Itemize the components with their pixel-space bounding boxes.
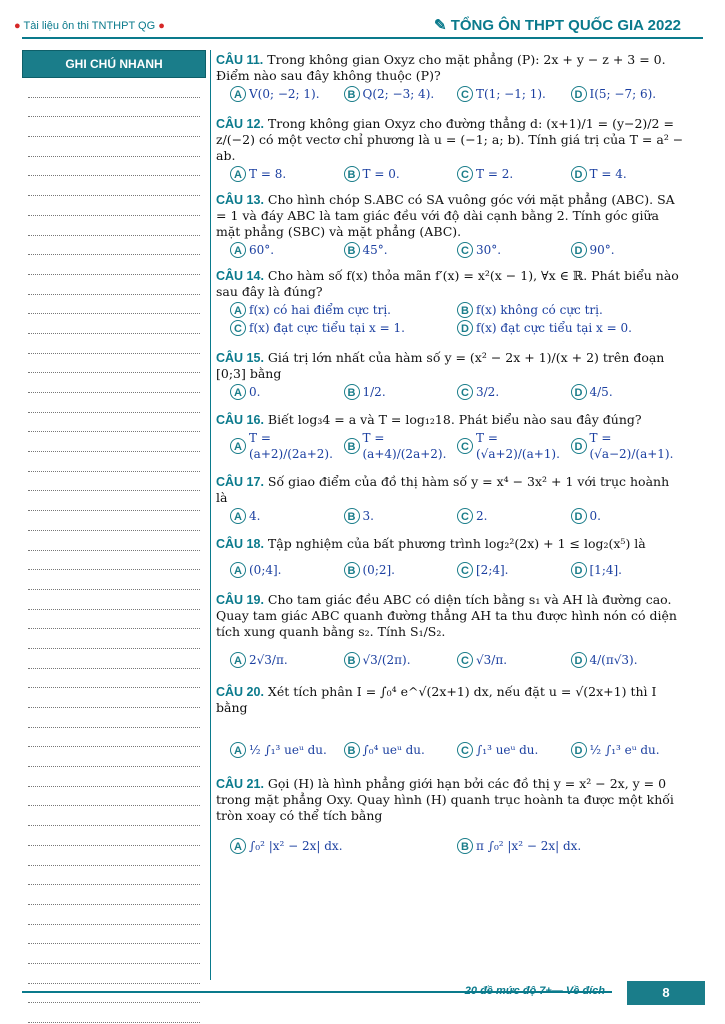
label-b-icon: B — [344, 86, 360, 102]
label-c-icon: C — [457, 166, 473, 182]
note-line — [28, 157, 200, 177]
label-a-icon: A — [230, 242, 246, 258]
label-b-icon: B — [344, 742, 360, 758]
question-text: Số giao điểm của đồ thị hàm số y = x⁴ − 3x² + 1 với trục hoành là — [216, 474, 670, 505]
page-number: 8 — [627, 981, 705, 1005]
option-b[interactable]: B T = 0. — [344, 166, 458, 182]
options — [230, 242, 684, 258]
label-d-icon: D — [457, 320, 473, 336]
question-text: Gọi (H) là hình phẳng giới hạn bởi các đồ thị y = x² − 2x, y = 0 trong mặt phẳng Oxy. Quay hình (H) quanh trục hoành ta được một khối tròn xoay có thể tích bằng — [216, 776, 674, 823]
option-a[interactable]: A 60°. — [230, 242, 344, 258]
question-12 — [216, 116, 684, 182]
question-15 — [216, 350, 684, 400]
option-a[interactable]: A 2√3/π. — [230, 652, 344, 668]
label-b-icon: B — [344, 652, 360, 668]
label-c-icon: C — [457, 384, 473, 400]
option-d[interactable]: D [1;4]. — [571, 562, 685, 578]
question-18 — [216, 536, 684, 578]
label-c-icon: C — [230, 320, 246, 336]
options — [230, 302, 684, 338]
note-line — [28, 925, 200, 945]
note-line — [28, 728, 200, 748]
option-a[interactable]: A ½ ∫₁³ ueᵘ du. — [230, 742, 344, 758]
options — [230, 166, 684, 182]
question-text: Cho hình chóp S.ABC có SA vuông góc với mặt phẳng (ABC). SA = 1 và đáy ABC là tam giác đều với độ dài cạnh bằng 2. Tính góc giữa mặt phẳng (SBC) và mặt phẳng (ABC). — [216, 192, 675, 239]
label-d-icon: D — [571, 86, 587, 102]
note-line — [28, 610, 200, 630]
sidebar-title: GHI CHÚ NHANH — [22, 50, 206, 78]
option-d[interactable]: D 4/5. — [571, 384, 685, 400]
note-line — [28, 669, 200, 689]
question-number: CÂU 11. — [216, 53, 264, 67]
label-c-icon: C — [457, 652, 473, 668]
option-d[interactable]: D I(5; −7; 6). — [571, 86, 685, 102]
note-line — [28, 787, 200, 807]
note-line — [28, 393, 200, 413]
question-number: CÂU 12. — [216, 117, 264, 131]
note-line — [28, 137, 200, 157]
option-c[interactable]: C T = 2. — [457, 166, 571, 182]
header-right — [434, 16, 681, 34]
footer-text: 20 đề mức độ 7+— Về đích — [464, 985, 605, 997]
note-line — [28, 590, 200, 610]
question-text: Trong không gian Oxyz cho mặt phẳng (P): 2x + y − z + 3 = 0. Điểm nào sau đây không thuộc (P)? — [216, 52, 666, 83]
note-line — [28, 905, 200, 925]
question-21 — [216, 776, 684, 856]
options — [230, 652, 684, 668]
note-line — [28, 216, 200, 236]
label-a-icon: A — [230, 652, 246, 668]
label-d-icon: D — [571, 242, 587, 258]
question-11 — [216, 52, 684, 102]
note-line — [28, 531, 200, 551]
note-line — [28, 866, 200, 886]
label-d-icon: D — [571, 652, 587, 668]
header-left — [14, 20, 165, 32]
label-a-icon: A — [230, 838, 246, 854]
note-line — [28, 452, 200, 472]
label-b-icon: B — [344, 166, 360, 182]
options — [230, 384, 684, 400]
option-b[interactable]: B (0;2]. — [344, 562, 458, 578]
note-line — [28, 117, 200, 137]
option-d[interactable]: D 0. — [571, 508, 685, 524]
option-c[interactable]: C [2;4]. — [457, 562, 571, 578]
label-a-icon: A — [230, 86, 246, 102]
option-c[interactable]: C T = (√a+2)/(a+1). — [457, 430, 571, 462]
option-b[interactable]: B 45°. — [344, 242, 458, 258]
note-line — [28, 373, 200, 393]
column-divider — [210, 50, 211, 980]
option-d[interactable]: D T = 4. — [571, 166, 685, 182]
option-c[interactable]: C 2. — [457, 508, 571, 524]
option-b[interactable]: B ∫₀⁴ ueᵘ du. — [344, 742, 458, 758]
note-line — [28, 176, 200, 196]
option-a[interactable]: A T = 8. — [230, 166, 344, 182]
label-a-icon: A — [230, 508, 246, 524]
option-c[interactable]: C T(1; −1; 1). — [457, 86, 571, 102]
label-b-icon: B — [344, 242, 360, 258]
note-line — [28, 78, 200, 98]
option-b[interactable]: B f(x) không có cực trị. — [457, 302, 684, 318]
note-line — [28, 413, 200, 433]
question-number: CÂU 18. — [216, 537, 264, 551]
note-line — [28, 196, 200, 216]
label-b-icon: B — [344, 562, 360, 578]
label-b-icon: B — [344, 384, 360, 400]
pencil-icon: ✎ — [433, 17, 447, 34]
note-line — [28, 551, 200, 571]
note-line — [28, 295, 200, 315]
note-line — [28, 944, 200, 964]
header-divider — [22, 37, 703, 39]
label-d-icon: D — [571, 562, 587, 578]
label-a-icon: A — [230, 166, 246, 182]
option-c[interactable]: C √3/π. — [457, 652, 571, 668]
question-19 — [216, 592, 684, 668]
label-a-icon: A — [230, 384, 246, 400]
label-a-icon: A — [230, 438, 246, 454]
option-b[interactable]: B √3/(2π). — [344, 652, 458, 668]
label-d-icon: D — [571, 742, 587, 758]
question-text: Giá trị lớn nhất của hàm số y = (x² − 2x + 1)/(x + 2) trên đoạn [0;3] bằng — [216, 350, 665, 381]
note-line — [28, 472, 200, 492]
question-number: CÂU 14. — [216, 269, 264, 283]
note-line — [28, 767, 200, 787]
note-line — [28, 708, 200, 728]
label-c-icon: C — [457, 742, 473, 758]
option-d[interactable]: D 4/(π√3). — [571, 652, 685, 668]
note-line — [28, 432, 200, 452]
note-line — [28, 885, 200, 905]
question-number: CÂU 16. — [216, 413, 264, 427]
question-number: CÂU 20. — [216, 685, 264, 699]
note-line — [28, 964, 200, 984]
option-b[interactable]: B 3. — [344, 508, 458, 524]
label-d-icon: D — [571, 166, 587, 182]
options — [230, 562, 684, 578]
header-title: TỔNG ÔN THPT QUỐC GIA 2022 — [450, 17, 681, 34]
option-a[interactable]: A V(0; −2; 1). — [230, 86, 344, 102]
note-line — [28, 826, 200, 846]
option-b[interactable]: B π ∫₀² |x² − 2x| dx. — [457, 838, 684, 854]
question-17 — [216, 474, 684, 524]
option-b[interactable]: B Q(2; −3; 4). — [344, 86, 458, 102]
label-a-icon: A — [230, 742, 246, 758]
option-d[interactable]: D 90°. — [571, 242, 685, 258]
label-d-icon: D — [571, 438, 587, 454]
question-number: CÂU 17. — [216, 475, 264, 489]
options — [230, 86, 684, 102]
option-d[interactable]: D f(x) đạt cực tiểu tại x = 0. — [457, 320, 684, 336]
note-line — [28, 747, 200, 767]
note-line — [28, 511, 200, 531]
location-pin-icon: ● — [14, 20, 21, 32]
note-lines — [22, 78, 206, 1023]
label-c-icon: C — [457, 562, 473, 578]
note-line — [28, 255, 200, 275]
label-c-icon: C — [457, 242, 473, 258]
option-a[interactable]: A T = (a+2)/(2a+2). — [230, 430, 344, 462]
question-number: CÂU 21. — [216, 777, 264, 791]
label-c-icon: C — [457, 508, 473, 524]
options — [230, 838, 684, 856]
note-line — [28, 354, 200, 374]
question-list — [216, 52, 684, 856]
option-b[interactable]: B 1/2. — [344, 384, 458, 400]
label-c-icon: C — [457, 86, 473, 102]
question-text: Trong không gian Oxyz cho đường thẳng d: (x+1)/1 = (y−2)/2 = z/(−2) có một vectơ chỉ phương là u = (−1; a; b). Tính giá trị của T = a² − ab. — [216, 116, 684, 163]
note-line — [28, 1003, 200, 1023]
question-13 — [216, 192, 684, 258]
option-d[interactable]: D T = (√a−2)/(a+1). — [571, 430, 685, 462]
note-line — [28, 275, 200, 295]
note-line — [28, 846, 200, 866]
note-line — [28, 98, 200, 118]
options — [230, 508, 684, 524]
option-d[interactable]: D ½ ∫₁³ eᵘ du. — [571, 742, 685, 758]
option-c[interactable]: C 30°. — [457, 242, 571, 258]
question-14 — [216, 268, 684, 338]
notes-sidebar — [22, 50, 206, 1023]
note-line — [28, 806, 200, 826]
option-c[interactable]: C ∫₁³ ueᵘ du. — [457, 742, 571, 758]
note-line — [28, 491, 200, 511]
note-line — [28, 984, 200, 1004]
label-b-icon: B — [344, 438, 360, 454]
question-text: Xét tích phân I = ∫₀⁴ e^√(2x+1) dx, nếu đặt u = √(2x+1) thì I bằng — [216, 684, 657, 715]
question-text: Cho tam giác đều ABC có diện tích bằng s₁ và AH là đường cao. Quay tam giác ABC quanh đường thẳng AH ta thu được hình nón có diện tích xung quanh bằng s₂. Tính S₁/S₂. — [216, 592, 677, 639]
note-line — [28, 570, 200, 590]
label-d-icon: D — [571, 384, 587, 400]
question-number: CÂU 19. — [216, 593, 264, 607]
option-b[interactable]: B T = (a+4)/(2a+2). — [344, 430, 458, 462]
note-line — [28, 649, 200, 669]
question-number: CÂU 15. — [216, 351, 264, 365]
label-a-icon: A — [230, 562, 246, 578]
label-d-icon: D — [571, 508, 587, 524]
option-c[interactable]: C 3/2. — [457, 384, 571, 400]
option-a[interactable]: A (0;4]. — [230, 562, 344, 578]
option-c[interactable]: C f(x) đạt cực tiểu tại x = 1. — [230, 320, 457, 336]
question-text: Tập nghiệm của bất phương trình log₂²(2x) + 1 ≤ log₂(x⁵) là — [267, 536, 646, 551]
question-text: Cho hàm số f(x) thỏa mãn f′(x) = x²(x − 1), ∀x ∈ ℝ. Phát biểu nào sau đây là đúng? — [216, 268, 679, 299]
location-pin-icon: ● — [158, 20, 165, 32]
question-text: Biết log₃4 = a và T = log₁₂18. Phát biểu nào sau đây đúng? — [267, 412, 642, 427]
note-line — [28, 629, 200, 649]
label-b-icon: B — [457, 838, 473, 854]
question-16 — [216, 412, 684, 462]
options — [230, 430, 684, 462]
header-left-text: Tài liệu ôn thi TNTHPT QG — [23, 20, 156, 32]
note-line — [28, 688, 200, 708]
label-b-icon: B — [457, 302, 473, 318]
note-line — [28, 314, 200, 334]
option-a[interactable]: A 0. — [230, 384, 344, 400]
label-c-icon: C — [457, 438, 473, 454]
label-a-icon: A — [230, 302, 246, 318]
label-b-icon: B — [344, 508, 360, 524]
note-line — [28, 334, 200, 354]
options — [230, 742, 684, 758]
note-line — [28, 236, 200, 256]
option-a[interactable]: A 4. — [230, 508, 344, 524]
question-20 — [216, 684, 684, 758]
option-a[interactable]: A f(x) có hai điểm cực trị. — [230, 302, 457, 318]
option-a[interactable]: A ∫₀² |x² − 2x| dx. — [230, 838, 457, 854]
question-number: CÂU 13. — [216, 193, 264, 207]
